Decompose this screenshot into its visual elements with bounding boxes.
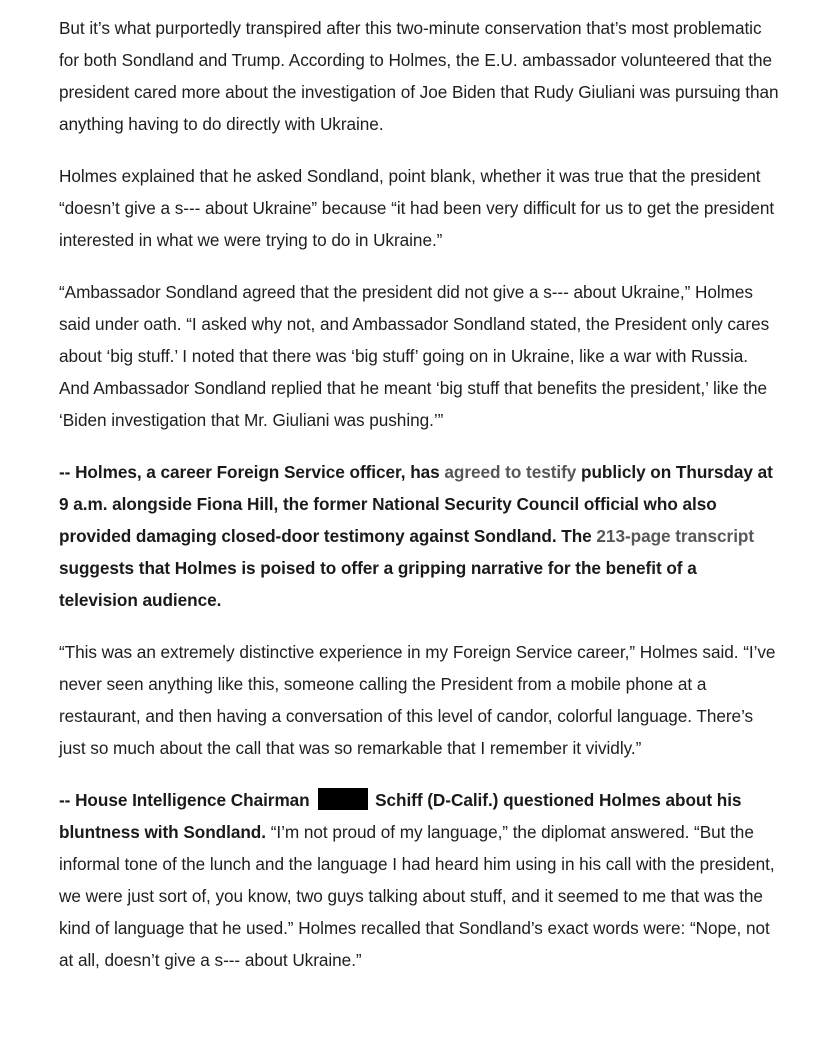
paragraph-2: Holmes explained that he asked Sondland, point blank, whether it was true that the president “doesn’t give a s--- about Ukraine” because “it had been very difficult for us to get the president interested in what we were trying to do in Ukraine.” (59, 166, 775, 250)
bold-text: publicly on Thursday at 9 a.m. alongside Fiona Hill, the former National Security Council official who also provided damaging closed-door testimony against Sondland. The (59, 462, 773, 546)
transcript-link[interactable]: 213-page transcript (596, 526, 755, 546)
paragraph-4 (59, 456, 779, 616)
paragraph-5: “This was an extremely distinctive experience in my Foreign Service career,” Holmes said. “I’ve never seen anything like this, someone calling the President from a mobile phone at a restaurant, and then having a conversation of this level of candor, colorful language. There’s just so much about the call that was so remarkable that I remember it vividly.” (59, 642, 776, 758)
redaction-box (318, 788, 368, 810)
paragraph-6 (59, 784, 779, 976)
agreed-to-testify-link[interactable]: agreed to testify (444, 462, 577, 482)
bold-text: -- House Intelligence Chairman (59, 790, 315, 810)
article-body (59, 12, 779, 996)
body-text: “I’m not proud of my language,” the diplomat answered. “But the informal tone of the lunch and the language I had heard him using in his call with the president, we were just sort of, you know, two guys talking about stuff, and it seemed to me that was the kind of language that he used.” Holmes recalled that Sondland’s exact words were: “Nope, not at all, doesn’t give a s--- about Ukraine.” (59, 822, 775, 970)
bold-text: suggests that Holmes is poised to offer a gripping narrative for the benefit of a television audience. (59, 558, 697, 610)
paragraph-3: “Ambassador Sondland agreed that the president did not give a s--- about Ukraine,” Holmes said under oath. “I asked why not, and Ambassador Sondland stated, the President only cares about ‘big stuff.’ I noted that there was ‘big stuff’ going on in Ukraine, like a war with Russia. And Ambassador Sondland replied that he meant ‘big stuff that benefits the president,’ like the ‘Biden investigation that Mr. Giuliani was pushing.’” (59, 282, 770, 430)
bold-text: -- Holmes, a career Foreign Service officer, has (59, 462, 445, 482)
bold-text: Schiff (D-Calif.) questioned Holmes about his bluntness with Sondland. (59, 790, 742, 842)
paragraph-1: But it’s what purportedly transpired after this two-minute conservation that’s most problematic for both Sondland and Trump. According to Holmes, the E.U. ambassador volunteered that the president cared more about the investigation of Joe Biden that Rudy Giuliani was pursuing than anything having to do directly with Ukraine. (59, 18, 779, 134)
